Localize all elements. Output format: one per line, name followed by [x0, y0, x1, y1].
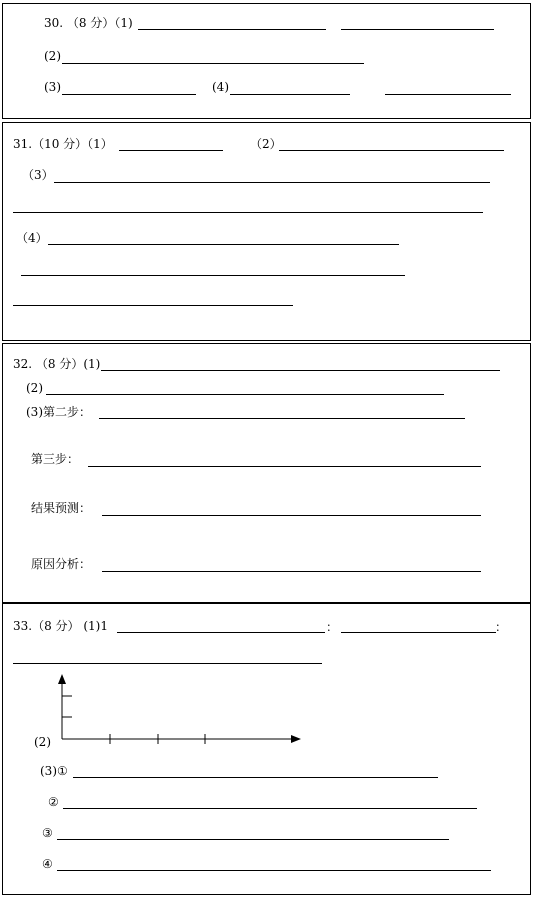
q30-p3-answer-line[interactable] [62, 94, 196, 95]
answer-box-q31 [2, 122, 531, 341]
answer-box-q33 [2, 603, 531, 895]
q30-p1-answer-line-a[interactable] [138, 29, 326, 30]
q31-header: 31.（10 分）（1） [13, 137, 113, 151]
q33-p3-1-answer-line[interactable] [73, 777, 438, 778]
q30-p2-label: (2) [44, 49, 61, 63]
q32-step3-answer-line[interactable] [88, 466, 481, 467]
q32-step3-label: 第三步： [31, 452, 80, 466]
q30-p4-answer-line-a[interactable] [230, 94, 350, 95]
q31-p3-answer-line-a[interactable] [54, 182, 490, 183]
q33-p2-label: (2) [34, 735, 51, 749]
q31-p4-answer-line-a[interactable] [48, 244, 399, 245]
q31-p1-answer-line[interactable] [119, 150, 223, 151]
q32-prediction-answer-line[interactable] [102, 515, 481, 516]
q30-p4-label: (4) [212, 80, 229, 94]
q33-header: 33.（8 分） (1)1 [13, 619, 108, 633]
q32-analysis-label: 原因分析： [31, 557, 92, 571]
q30-header: 30. （8 分）（1) [44, 16, 133, 30]
q31-p4-answer-line-b[interactable] [21, 275, 405, 276]
q31-p4-label: （4） [16, 231, 48, 245]
q33-p3-4-answer-line[interactable] [57, 870, 491, 871]
q32-p2-label: (2) [26, 381, 43, 395]
q31-p2-label: （2） [250, 137, 282, 151]
q31-p3-label: （3） [22, 168, 54, 182]
q33-p3-3-answer-line[interactable] [57, 839, 449, 840]
q33-p1-answer-line-b[interactable] [341, 632, 496, 633]
q33-p1-answer-line-c[interactable] [13, 663, 322, 664]
q33-colon-1: ： [326, 620, 339, 634]
q32-p3-label: (3)第二步： [26, 405, 91, 419]
q33-p3-3-label: ③ [42, 826, 53, 840]
q32-p2-answer-line[interactable] [46, 394, 444, 395]
q33-p3-2-label: ② [48, 795, 59, 809]
q31-p4-answer-line-c[interactable] [13, 305, 293, 306]
q31-p3-answer-line-b[interactable] [13, 212, 483, 213]
q31-p2-answer-line[interactable] [279, 150, 504, 151]
q32-step2-answer-line[interactable] [99, 418, 465, 419]
q33-colon-2: ： [495, 620, 508, 634]
q32-prediction-label: 结果预测： [31, 501, 92, 515]
q33-p3-4-label: ④ [42, 857, 53, 871]
q32-header: 32. （8 分）(1) [13, 357, 101, 371]
q30-p4-answer-line-b[interactable] [385, 94, 511, 95]
q32-p1-answer-line[interactable] [101, 370, 500, 371]
q30-p1-answer-line-b[interactable] [341, 29, 494, 30]
q30-p3-label: (3) [44, 80, 61, 94]
q30-p2-answer-line[interactable] [62, 63, 364, 64]
q33-p3-2-answer-line[interactable] [63, 808, 477, 809]
q33-p1-answer-line-a[interactable] [117, 632, 325, 633]
q33-p3-1-label: (3)① [40, 764, 68, 778]
q32-analysis-answer-line[interactable] [102, 571, 481, 572]
